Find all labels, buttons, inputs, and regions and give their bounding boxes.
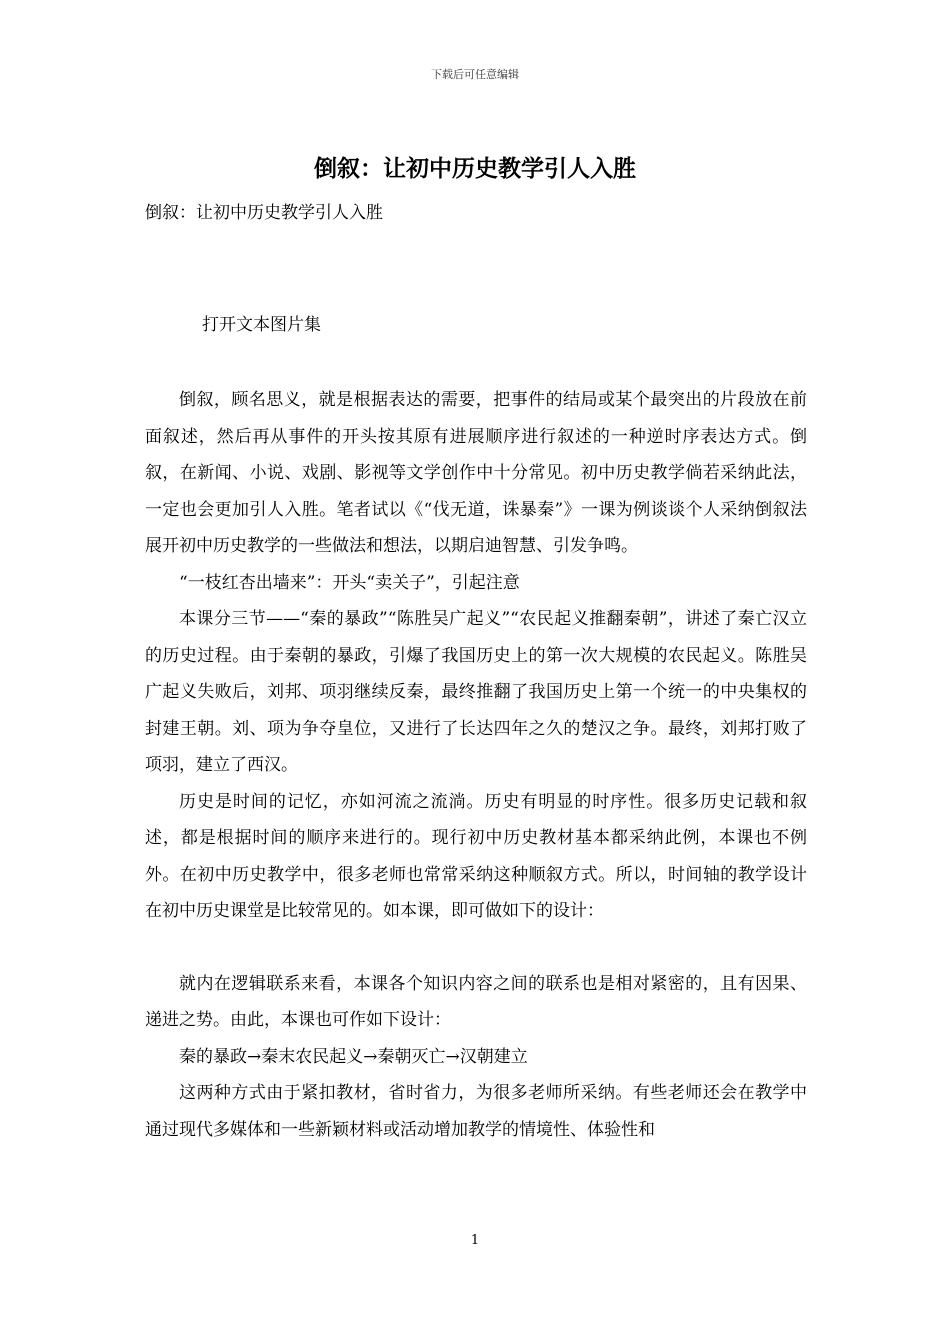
- sequence-line: 秦的暴政→秦末农民起义→秦朝灭亡→汉朝建立: [179, 1046, 528, 1067]
- page-header: 下载后可任意编辑: [431, 68, 519, 81]
- paragraph-chronology: 历史是时间的记忆，亦如河流之流淌。历史有明显的时序性。很多历史记载和叙述，都是根据时间的顺序来进行的。现行初中历史教材基本都采纳此例，本课也不例外。在初中历史教学中，很多老师也常常采纳这种顺叙方式。所以，时间轴的教学设计在初中历史课堂是比较常见的。如本课，即可做如下的设计：: [145, 791, 807, 921]
- document-body: [145, 382, 807, 1148]
- document-subtitle: 倒叙：让初中历史教学引人入胜: [145, 203, 383, 223]
- document-title: 倒叙：让初中历史教学引人入胜: [314, 155, 636, 182]
- paragraph-lesson-overview: 本课分三节——“秦的暴政”“陈胜吴广起义”“农民起义推翻秦朝”，讲述了秦亡汉立的历史过程。由于秦朝的暴政，引爆了我国历史上的第一次大规模的农民起义。陈胜吴广起义失败后，刘邦、项羽继续反秦，最终推翻了我国历史上第一个统一的中央集权的封建王朝。刘、项为争夺皇位，又进行了长达四年之久的楚汉之争。最终，刘邦打败了项羽，建立了西汉。: [145, 609, 807, 775]
- paragraph-logic: 就内在逻辑联系来看，本课各个知识内容之间的联系也是相对紧密的，且有因果、递进之势。由此，本课也可作如下设计：: [145, 973, 807, 1030]
- paragraph-methods: 这两种方式由于紧扣教材，省时省力，为很多老师所采纳。有些老师还会在教学中通过现代多媒体和一些新颖材料或活动增加教学的情境性、体验性和: [145, 1083, 807, 1140]
- section-heading: “一枝红杏出墙来”：开头“卖关子”，引起注意: [179, 572, 520, 593]
- open-image-gallery-link[interactable]: 打开文本图片集: [202, 315, 321, 335]
- page-number: 1: [470, 1233, 480, 1248]
- paragraph-intro: 倒叙，顾名思义，就是根据表达的需要，把事件的结局或某个最突出的片段放在前面叙述，然后再从事件的开头按其原有进展顺序进行叙述的一种逆时序表达方式。倒叙，在新闻、小说、戏剧、影视等文学创作中十分常见。初中历史教学倘若采纳此法，一定也会更加引人入胜。笔者试以《“伐无道，诛暴秦”》一课为例谈谈个人采纳倒叙法展开初中历史教学的一些做法和想法，以期启迪智慧、引发争鸣。: [145, 390, 807, 556]
